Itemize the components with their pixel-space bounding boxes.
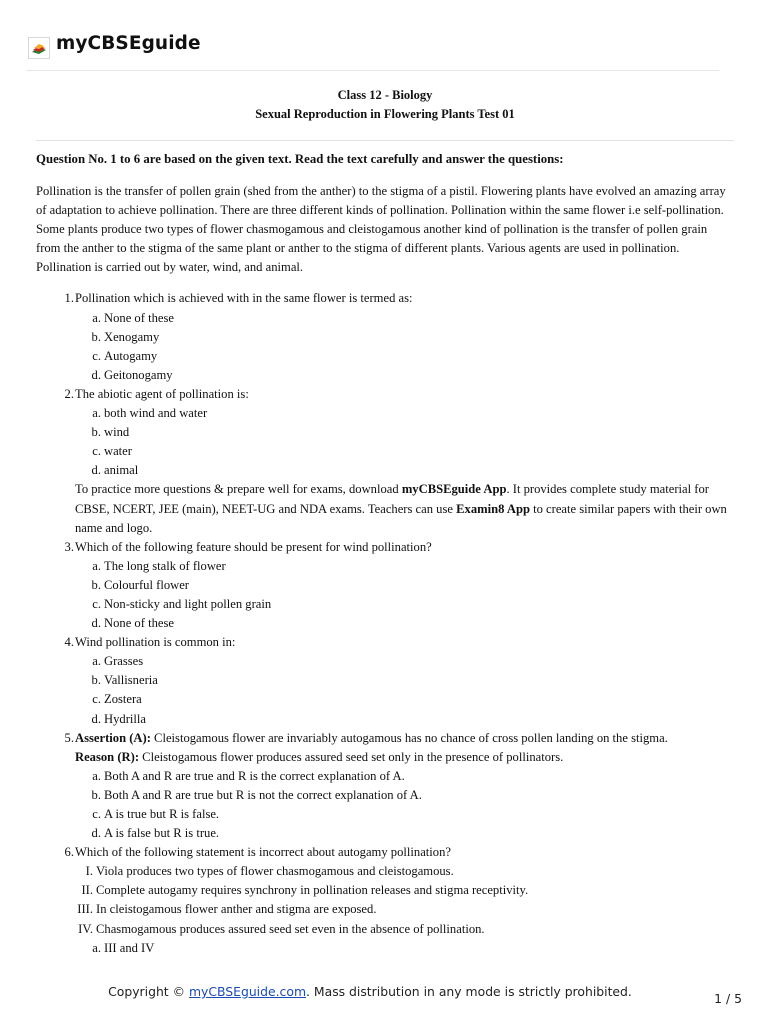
document-body: [36, 150, 728, 958]
question-text: Pollination which is achieved with in the same flower is termed as:: [75, 291, 413, 306]
option-d: d. A is false but R is true.: [91, 826, 220, 841]
option-b: b. Xenogamy: [91, 329, 160, 344]
option-a: a. Grasses: [92, 654, 144, 669]
option-b: b. Colourful flower: [91, 577, 189, 592]
reason-text: Reason (R): Cleistogamous flower produces assured seed set only in the presence of pollinators.: [75, 749, 564, 764]
question-number: 1.: [64, 291, 74, 306]
question-5: [36, 729, 728, 748]
option-b: b. Both A and R are true but R is not the correct explanation of A.: [91, 787, 422, 802]
question-number: 6.: [64, 845, 74, 860]
question-text: Wind pollination is common in:: [75, 635, 236, 650]
question-number: 4.: [64, 635, 74, 650]
question-1: [36, 289, 728, 308]
examin8-app-name: Examin8 App: [456, 501, 530, 516]
statement-iii: III. In cleistogamous flower anther and stigma are exposed.: [77, 902, 377, 917]
statement-i: I. Viola produces two types of flower chasmogamous and cleistogamous.: [85, 864, 454, 879]
question-text: Which of the following statement is incorrect about autogamy pollination?: [75, 845, 451, 860]
mycbseguide-app-name: myCBSEguide App: [401, 482, 507, 497]
option-a: a. III and IV: [92, 940, 155, 955]
class-subject-title: Class 12 - Biology: [337, 88, 433, 102]
mycbseguide-logo-icon: [28, 37, 50, 59]
option-b: b. wind: [91, 425, 130, 440]
question-number: 2.: [64, 386, 74, 401]
assertion-text: Assertion (A): Cleistogamous flower are invariably autogamous has no chance of cross pollen landing on the stigma.: [75, 730, 668, 745]
option-c: c. A is true but R is false.: [92, 807, 220, 821]
question-3: [36, 538, 728, 557]
option-c: c. water: [92, 444, 132, 459]
mycbseguide-link[interactable]: myCBSEguide.com: [188, 984, 307, 999]
assertion-label: Assertion (A):: [75, 730, 151, 745]
option-a: a. None of these: [92, 310, 174, 325]
question-text: Which of the following feature should be present for wind pollination?: [75, 539, 432, 554]
option-a: a. Both A and R are true and R is the correct explanation of A.: [92, 768, 405, 783]
option-d: d. Geitonogamy: [91, 367, 173, 382]
option-d: d. Hydrilla: [91, 711, 146, 726]
option-b: b. Vallisneria: [91, 673, 158, 688]
statement-iv: IV. Chasmogamous produces assured seed set even in the absence of pollination.: [78, 921, 485, 936]
question-number: 3.: [64, 539, 74, 554]
option-d: d. animal: [91, 463, 139, 478]
page-header: [26, 30, 719, 71]
question-number: 5.: [64, 730, 74, 745]
option-a: a. The long stalk of flower: [92, 558, 226, 573]
page-number: 1 / 5: [714, 991, 742, 1006]
option-a: a. both wind and water: [92, 406, 208, 421]
promo-paragraph: To practice more questions & prepare well for exams, download myCBSEguide App. It provides complete study material for CBSE, NCERT, JEE (main), NEET-UG and NDA exams. Teachers can use Examin8 App to create similar papers with their own name and logo.: [75, 482, 727, 535]
question-6: [36, 843, 728, 862]
instruction-text: Question No. 1 to 6 are based on the given text. Read the text carefully and answer the questions:: [36, 152, 564, 166]
document-title: [36, 86, 734, 141]
option-d: d. None of these: [91, 616, 174, 631]
option-c: c. Autogamy: [92, 348, 158, 363]
statement-ii: II. Complete autogamy requires synchrony in pollination releases and stigma receptivity.: [81, 883, 529, 898]
question-text: The abiotic agent of pollination is:: [75, 386, 249, 401]
copyright-footer: Copyright © myCBSEguide.com. Mass distribution in any mode is strictly prohibited.: [108, 984, 632, 999]
brand-name: myCBSEguide: [56, 33, 201, 54]
question-4: [36, 633, 728, 652]
reason-label: Reason (R):: [75, 749, 140, 764]
question-2: [36, 385, 728, 404]
option-c: c. Non-sticky and light pollen grain: [92, 596, 272, 611]
test-title: Sexual Reproduction in Flowering Plants Test 01: [255, 107, 515, 121]
passage-text: Pollination is the transfer of pollen grain (shed from the anther) to the stigma of a pistil. Flowering plants have evolved an amazing array of adaptation to achieve pollination. There are three different kinds of pollination. Pollination within the same flower i.e self-pollination. Some plants produce two types of flower chasmogamous and cleistogamous another kind of pollination is the transfer of pollen grain from the anther to the stigma of the same plant or anther to the stigma of different plants. Various agents are used in pollination. Pollination is carried out by water, wind, and animal.: [36, 184, 726, 275]
option-c: c. Zostera: [92, 692, 142, 707]
